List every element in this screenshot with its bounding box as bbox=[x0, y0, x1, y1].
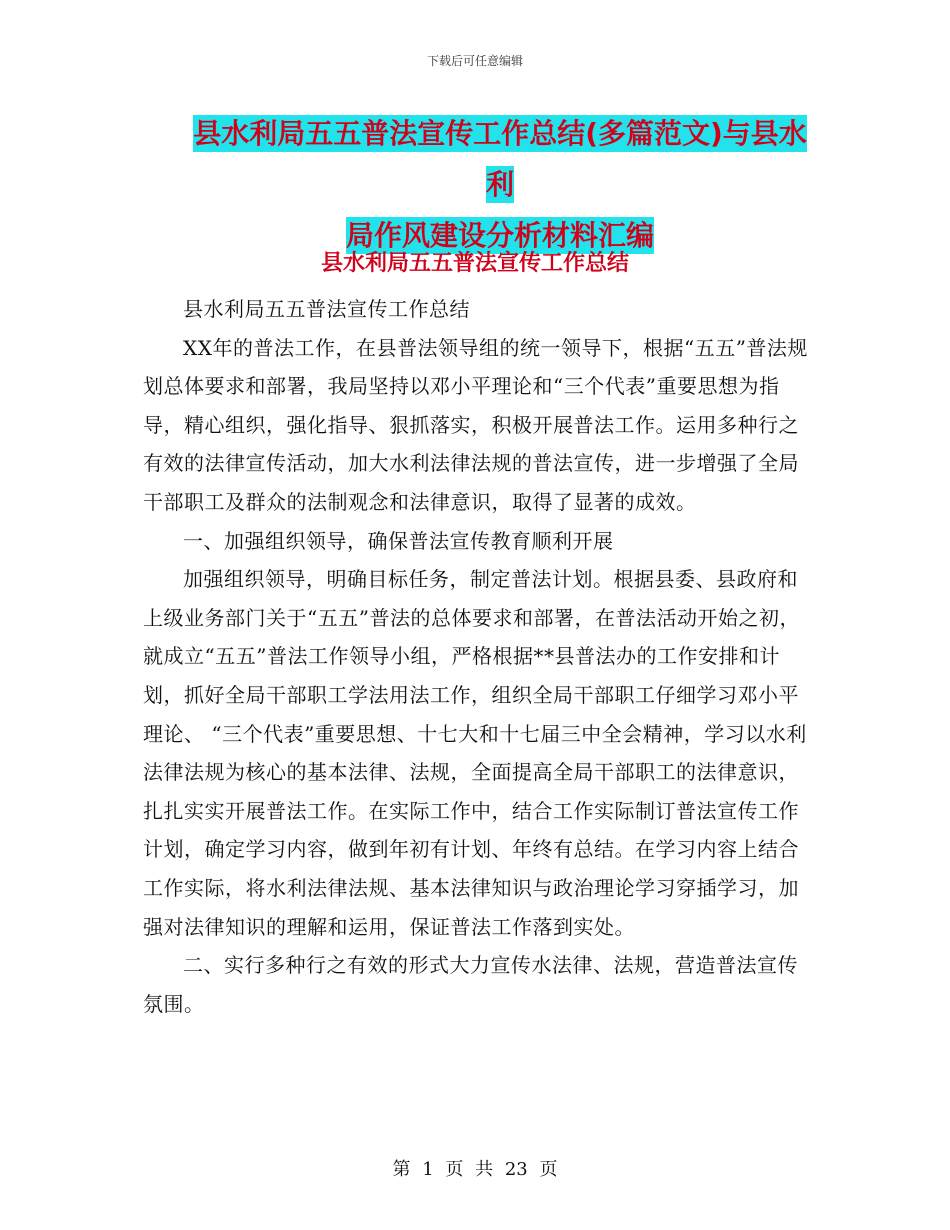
paragraph: 二、实行多种行之有效的形式大力宣传水法律、法规，营造普法宣传氛围。 bbox=[143, 953, 798, 1016]
document-title bbox=[190, 108, 810, 261]
section-title: 县水利局五五普法宣传工作总结 bbox=[320, 251, 629, 276]
paragraph: XX年的普法工作，在县普法领导组的统一领导下，根据“五五”普法规划总体要求和部署，我局坚持以邓小平理论和“三个代表”重要思想为指导，精心组织，强化指导、狠抓落实，积极开展普法工作。运用多种行之有效的法律宣传活动，加大水利法律法规的普法宣传，进一步增强了全局干部职工及群众的法制观念和法律意识，取得了显著的成效。 bbox=[143, 335, 808, 514]
title-line-2: 局作风建设分析材料汇编 bbox=[345, 219, 654, 252]
title-line-1: 县水利局五五普法宣传工作总结(多篇范文)与县水利 bbox=[193, 117, 807, 201]
paragraph: 县水利局五五普法宣传工作总结 bbox=[183, 297, 470, 321]
header-note: 下载后可任意编辑 bbox=[426, 54, 523, 68]
page-footer: 第 1 页 共 23 页 bbox=[392, 1159, 558, 1180]
paragraph: 一、加强组织领导，确保普法宣传教育顺利开展 bbox=[183, 528, 614, 553]
paragraph: 加强组织领导，明确目标任务，制定普法计划。根据县委、县政府和上级业务部门关于“五五”普法的总体要求和部署，在普法活动开始之初，就成立“五五”普法工作领导小组，严格根据**县普法办的工作安排和计划，抓好全局干部职工学法用法工作，组织全局干部职工仔细学习邓小平理论、 “三个代表”重要思想、十七大和十七届三中全会精神，学习以水利法律法规为核心的基本法律、法规，全面提高全局干部职工的法律意识，扎扎实实开展普法工作。在实际工作中，结合工作实际制订普法宣传工作计划，确定学习内容，做到年初有计划、年终有总结。在学习内容上结合工作实际，将水利法律法规、基本法律知识与政治理论学习穿插学习，加强对法律知识的理解和运用，保证普法工作落到实处。 bbox=[143, 567, 807, 939]
body-text bbox=[143, 290, 808, 1023]
